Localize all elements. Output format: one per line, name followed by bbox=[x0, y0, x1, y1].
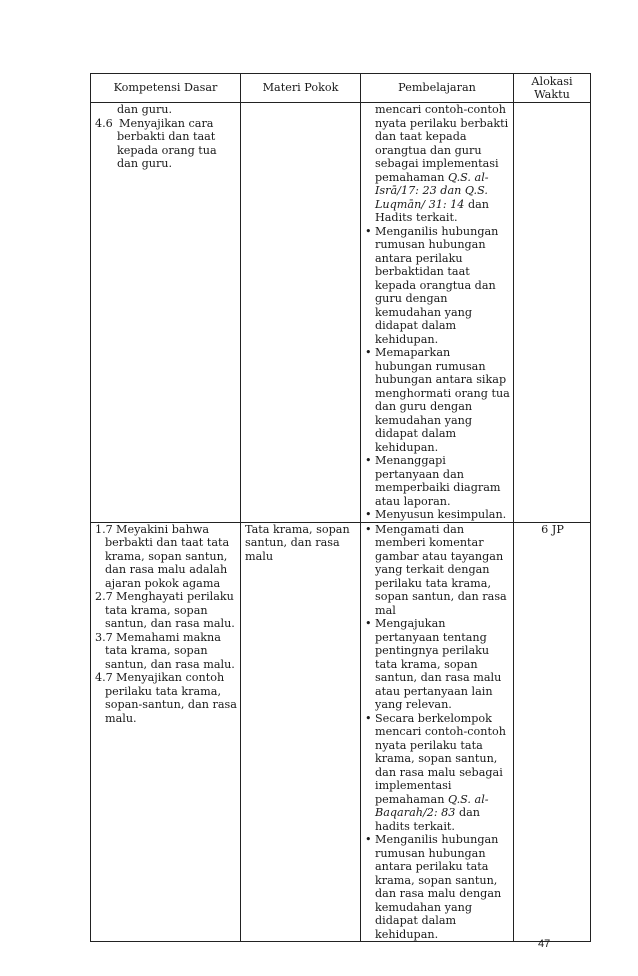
list-item: • Mengajukan pertanyaan tentang pentingnya perilaku tata krama, sopan santun, dan rasa malu atau pertanyaan lain yang relevan. bbox=[365, 617, 510, 712]
header-kompetensi-dasar: Kompetensi Dasar bbox=[91, 74, 241, 103]
header-materi-pokok: Materi Pokok bbox=[241, 74, 361, 103]
list-item: • Memaparkan hubungan rumusan hubungan antara sikap menghormati orang tua dan guru dengan kemudahan yang didapat dalam kehidupan. bbox=[365, 346, 510, 454]
kd-item bbox=[95, 117, 237, 131]
kd-item-rest: berbakti dan taat kepada orang tua dan guru. bbox=[117, 130, 217, 170]
alokasi-cell: 6 JP bbox=[514, 522, 591, 942]
list-item: • Mengamati dan memberi komentar gambar atau tayangan yang terkait dengan perilaku tata krama, sopan santun, dan rasa mal bbox=[365, 523, 510, 618]
kd-continuation: dan guru. bbox=[117, 103, 173, 116]
kd-item-number: 4.7 bbox=[95, 671, 113, 684]
pembelajaran-list bbox=[365, 523, 510, 942]
list-item: • Menyusun kesimpulan. bbox=[365, 508, 510, 522]
header-pembelajaran: Pembelajaran bbox=[361, 74, 514, 103]
kd-item-rest: tata krama, sopan santun, dan rasa malu. bbox=[105, 644, 235, 671]
header-alokasi-line1: Alokasi bbox=[531, 74, 573, 88]
kd-item bbox=[95, 590, 237, 631]
kd-cell bbox=[91, 103, 241, 523]
kd-item-first: Meyakini bahwa bbox=[116, 522, 210, 536]
kd-cell bbox=[91, 522, 241, 942]
table-header-row bbox=[91, 74, 591, 103]
kd-item bbox=[95, 523, 237, 591]
page-number: 47 bbox=[538, 938, 551, 950]
kd-item-first: Menghayati perilaku bbox=[116, 590, 234, 603]
kd-item-first: Menyajikan cara bbox=[119, 116, 214, 130]
alokasi-cell bbox=[514, 103, 591, 523]
table-row bbox=[91, 522, 591, 942]
pembelajaran-continuation bbox=[365, 103, 510, 225]
table-row bbox=[91, 103, 591, 523]
list-item: • Menanggapi pertanyaan dan memperbaiki diagram atau laporan. bbox=[365, 454, 510, 508]
materi-cell bbox=[241, 103, 361, 523]
list-item: • Menganilis hubungan rumusan hubungan antara perilaku berbaktidan taat kepada orangtua dan guru dengan kemudahan yang didapat dalam kehidupan. bbox=[365, 225, 510, 347]
pembelajaran-list bbox=[365, 225, 510, 522]
pembelajaran-reference: Q.S. al-Isrā/17: 23 dan Q.S. Luqmān/ 31: 14 bbox=[375, 170, 489, 211]
list-item bbox=[365, 712, 510, 834]
pembelajaran-cell bbox=[361, 103, 514, 523]
kd-item-number: 2.7 bbox=[95, 590, 113, 603]
kd-item-rest: tata krama, sopan santun, dan rasa malu. bbox=[105, 603, 235, 630]
kd-item-first: Memahami makna bbox=[116, 630, 221, 644]
kd-item-rest: perilaku tata krama, sopan-santun, dan rasa malu. bbox=[105, 684, 237, 725]
pembelajaran-text-after: dan Hadits terkait. bbox=[375, 197, 490, 224]
header-alokasi-line2: Waktu bbox=[534, 88, 570, 101]
pembelajaran-text-after: dan hadits terkait. bbox=[375, 806, 481, 833]
pembelajaran-text-before: mencari contoh-contoh nyata perilaku berbakti dan taat kepada orangtua dan guru sebagai implementasi pemahaman bbox=[375, 103, 509, 184]
pembelajaran-reference: Q.S. al-Baqarah/2: 83 bbox=[375, 792, 489, 819]
kd-item bbox=[95, 631, 237, 672]
syllabus-table bbox=[90, 73, 591, 942]
kd-item bbox=[95, 671, 237, 725]
pembelajaran-cell bbox=[361, 522, 514, 942]
materi-cell: Tata krama, sopan santun, dan rasa malu bbox=[241, 522, 361, 942]
header-alokasi-waktu bbox=[514, 74, 591, 103]
list-item: • Menganilis hubungan rumusan hubungan antara perilaku tata krama, sopan santun, dan rasa malu dengan kemudahan yang didapat dalam kehidupan. bbox=[365, 833, 510, 941]
kd-item-first: Menyajikan contoh bbox=[116, 671, 225, 684]
kd-item-number: 4.6 bbox=[95, 116, 113, 130]
kd-item-number: 3.7 bbox=[95, 630, 113, 644]
pembelajaran-text-before: Secara berkelompok mencari contoh-contoh nyata perilaku tata krama, sopan santun, dan rasa malu sebagai implementasi pemahaman bbox=[375, 711, 506, 806]
kd-item-number: 1.7 bbox=[95, 522, 113, 536]
kd-item-rest: berbakti dan taat tata krama, sopan santun, dan rasa malu adalah ajaran pokok agama bbox=[105, 536, 230, 590]
